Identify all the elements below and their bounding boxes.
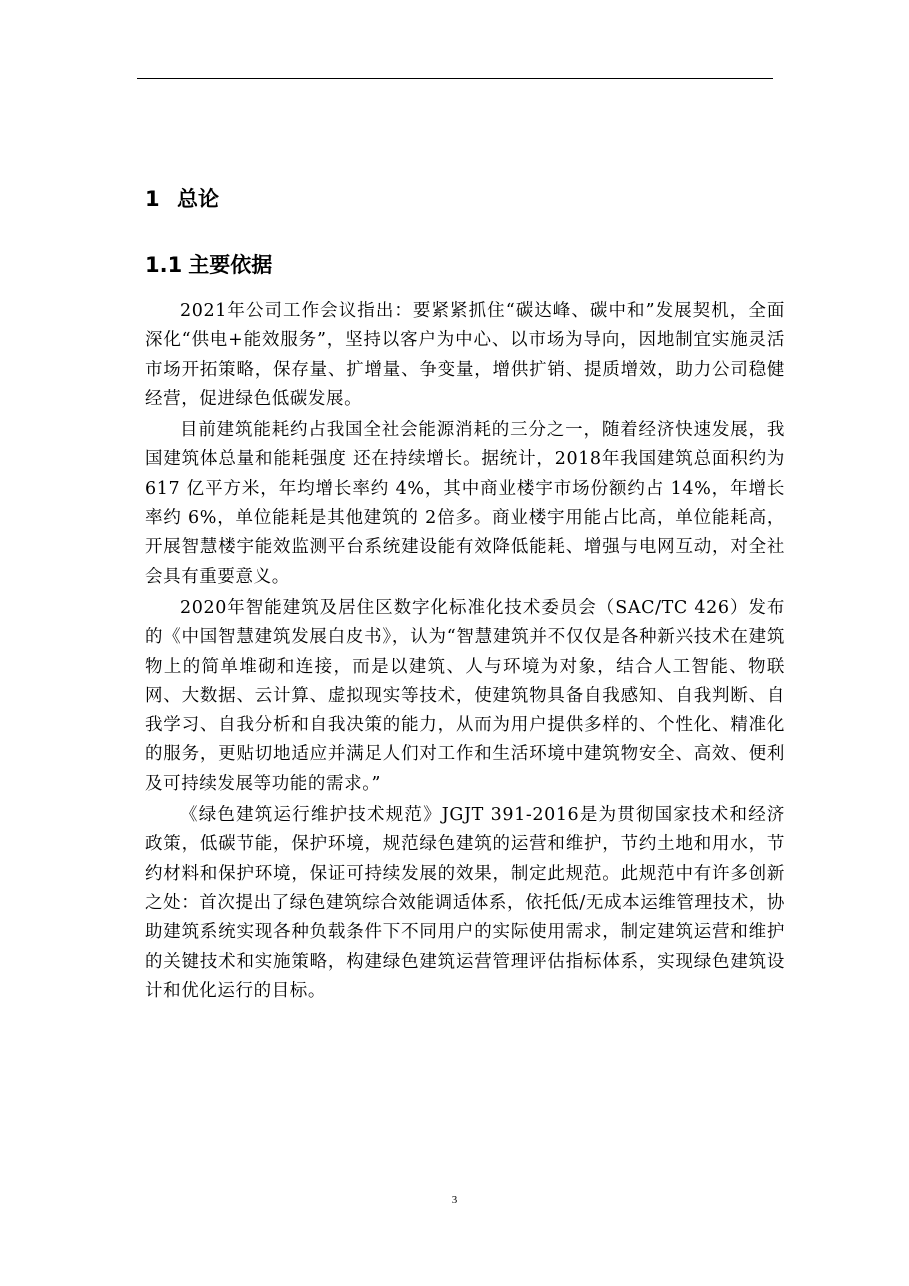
- paragraph: 2021年公司工作会议指出：要紧紧抓住“碳达峰、碳中和”发展契机，全面深化“供电+能效服务”，坚持以客户为中心、以市场为导向，因地制宜实施灵活市场开拓策略，保存量、扩增量、争变量，增供扩销、提质增效，助力公司稳健经营，促进绿色低碳发展。: [145, 301, 785, 409]
- section-heading: [145, 247, 272, 283]
- page-number: 3: [451, 1194, 458, 1206]
- paragraph: 目前建筑能耗约占我国全社会能源消耗的三分之一，随着经济快速发展，我国建筑体总量和能耗强度 还在持续增长。据统计，2018年我国建筑总面积约为 617 亿平方米，年均增长率约 4%，其中商业楼宇市场份额约占 14%，年增长率约 6%，单位能耗是其他建筑的 2倍多。商业楼宇用能占比高，单位能耗高，开展智慧楼宇能效监测平台系统建设能有效降低能耗、增强与电网互动，对全社会具有重要意义。: [145, 420, 785, 587]
- chapter-heading: [145, 181, 219, 217]
- chapter-number: 1: [145, 187, 160, 211]
- body-text: [145, 297, 785, 1008]
- paragraph: 2020年智能建筑及居住区数字化标准化技术委员会（SAC/TC 426）发布的《中国智慧建筑发展白皮书》，认为“智慧建筑并不仅仅是各种新兴技术在建筑物上的简单堆砌和连接，而是以建筑、人与环境为对象，结合人工智能、物联网、大数据、云计算、虚拟现实等技术，使建筑物具备自我感知、自我判断、自我学习、自我分析和自我决策的能力，从而为用户提供多样的、个性化、精准化的服务，更贴切地适应并满足人们对工作和生活环境中建筑物安全、高效、便利及可持续发展等功能的需求。”: [145, 597, 785, 794]
- chapter-title: 总论: [177, 187, 219, 211]
- section-title: 主要依据: [188, 253, 273, 277]
- paragraph: 《绿色建筑运行维护技术规范》JGJT 391-2016是为贯彻国家技术和经济政策，低碳节能，保护环境，规范绿色建筑的运营和维护，节约土地和用水，节约材料和保护环境，保证可持续发展的效果，制定此规范。此规范中有许多创新之处：首次提出了绿色建筑综合效能调适体系，依托低/无成本运维管理技术，协助建筑系统实现各种负载条件下不同用户的实际使用需求，制定建筑运营和维护的关键技术和实施策略，构建绿色建筑运营管理评估指标体系，实现绿色建筑设计和优化运行的目标。: [145, 805, 785, 1001]
- section-number: 1.1: [145, 253, 183, 277]
- header-rule: [137, 78, 773, 79]
